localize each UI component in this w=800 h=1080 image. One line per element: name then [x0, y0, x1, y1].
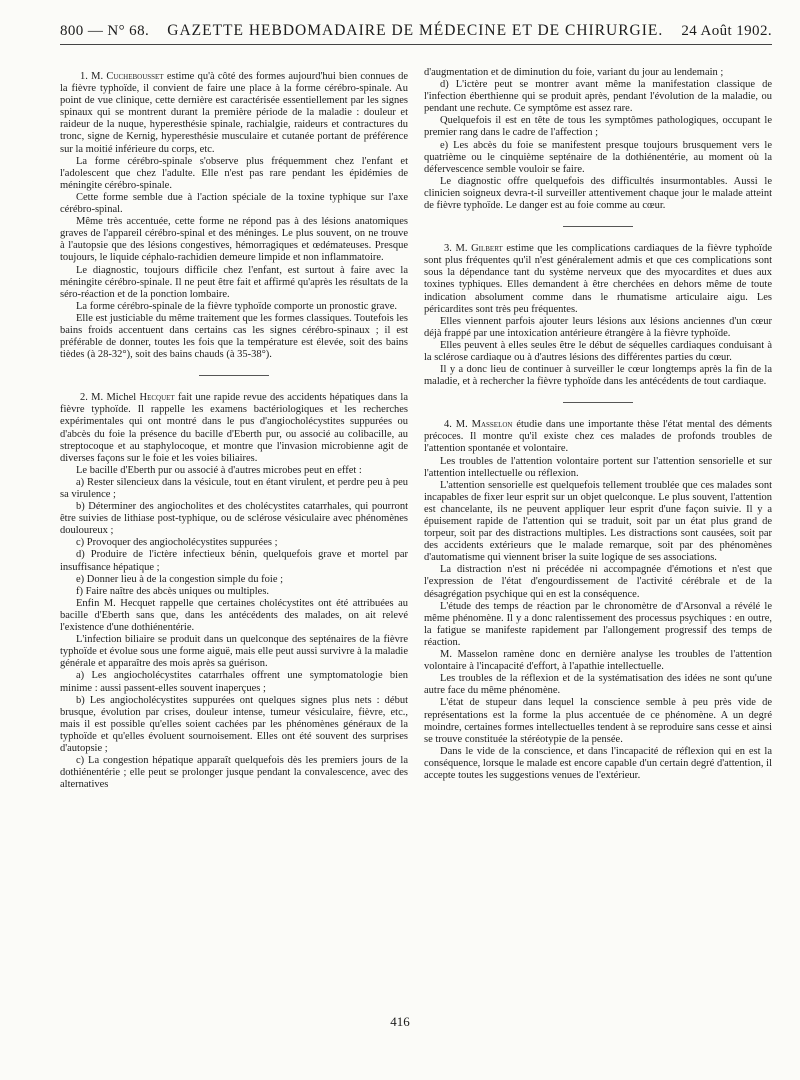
paragraph: L'étude des temps de réaction par le chronomètre de d'Arsonval a révélé le même phénomène. Il y a donc ralentissement des processus psychiques : en outre, la fatigue se manifeste rapidement par l'allongement progressif des temps de réaction.: [424, 600, 772, 648]
paragraph: Cette forme semble due à l'action spéciale de la toxine typhique sur l'axe cérébro-spinal.: [60, 191, 408, 216]
paragraph: Elle est justiciable du même traitement que les formes classiques. Toutefois les bains froids accentuent dans certains cas les signes cérébro-spinaux ; il est préférable de donner, toutes les fois que la température est élevée, soit des bains tièdes (à 28-32°), soit des bains chauds (à 35-38°).: [60, 312, 408, 361]
paragraph: Le diagnostic offre quelquefois des difficultés insurmontables. Aussi le clinicien soigneux devra-t-il surveiller attentivement chaque jour le malade atteint de fièvre typhoïde. Le danger est au foie comme au cœur.: [424, 175, 772, 212]
issue-date: 24 Août 1902.: [681, 23, 772, 39]
list-item: a) Rester silencieux dans la vésicule, tout en étant virulent, et perdre peu à peu sa virulence ;: [60, 476, 408, 500]
article-3-intro: 3. M. Gilbert estime que les complications cardiaques de la fièvre typhoïde sont plus fréquentes qu'il n'est généralement admis et que ces complications sont sous la dépendance tant du système nerveux que des myocardites et dues aux toxines typhiques. Elles demandent à être cherchées en dehors même de toute indication absolument comme dans le rhumatisme articulaire aigu. Les péricardites sont très peu fréquentes.: [424, 243, 773, 315]
paragraph: Elles viennent parfois ajouter leurs lésions aux lésions anciennes d'un cœur déjà frappé par une intoxication antérieure étrangère à la fièvre typhoïde.: [424, 315, 772, 339]
paragraph: Les troubles de l'attention volontaire portent sur l'attention sensorielle et sur l'attention intellectuelle ou réflexion.: [424, 455, 772, 479]
paragraph: La distraction n'est ni précédée ni accompagnée d'émotions et n'est que l'expression de l'état d'engourdissement de l'activité cérébrale et de la désagrégation psychique qui en est la conséquence.: [424, 564, 772, 600]
paragraph: Les troubles de la réflexion et de la systématisation des idées ne sont qu'une autre face du même phénomène.: [424, 673, 772, 697]
right-column: [424, 67, 772, 791]
paragraph: Même très accentuée, cette forme ne répond pas à des lésions anatomiques graves de l'appareil cérébro-spinal et des méninges. Le plus souvent, on ne trouve à l'autopsie que des lésions congestives, hémorragiques et œdémateuses. Presque toujours, le liquide céphalo-rachidien demeure limpide et non inflammatoire.: [60, 216, 408, 264]
list-item: e) Les abcès du foie se manifestent presque toujours brusquement vers le quatrième ou le cinquième septénaire de la dothiénentérie, au moment où la défervescence semble vouloir se faire.: [424, 139, 772, 175]
paragraph: L'état de stupeur dans lequel la conscience semble à peu près vide de représentations est la forme la plus accentuée de ce phénomène. A un degré moindre, certaines formes intellectuelles tendent à se reproduire sans cesse et ainsi se trouve constituée la stéréotypie de la pensée.: [424, 697, 772, 745]
paragraph: Dans le vide de la conscience, et dans l'incapacité de réflexion qui en est la conséquence, lorsque le malade est encore capable d'un certain degré d'attention, il accepte toutes les suggestions venues de l'extérieur.: [424, 745, 772, 781]
page-folio: 416: [390, 1014, 410, 1029]
list-item: b) Déterminer des angiocholites et des cholécystites catarrhales, qui pourront être suivies de lithiase post-typhique, ou de sclérose vésiculaire avec phénomènes douloureux ;: [60, 501, 408, 537]
list-item: d) Produire de l'ictère infectieux bénin, quelquefois grave et mortel par insuffisance hépatique ;: [60, 549, 408, 573]
paragraph: Quelquefois il est en tête de tous les symptômes pathologiques, occupant le premier rang dans le cadre de l'affection ;: [424, 115, 772, 139]
paragraph: Enfin M. Hecquet rappelle que certaines cholécystites ont été attribuées au bacille d'Eberth sans que, dans les antécédents des malades, on ait relevé l'existence d'une dothiénentérie.: [60, 597, 408, 634]
list-item: e) Donner lieu à de la congestion simple du foie ;: [76, 573, 284, 585]
paragraph: L'attention sensorielle est quelquefois tellement troublée que ces malades sont incapables de fixer leur esprit sur un objet quelconque. Le plus souvent, l'attention est chancelante, ils ne peuvent appliquer leur esprit d'une façon suivie. Il y a épuisement rapide de l'attention qui se traduit, soit par un état plus grand de torpeur, soit par des distractions multiples. Les distractions sont causées, soit par des accidents extérieurs que le malade remarque, soit par des phénomènes d'automatisme qui viennent briser la suite logique de ses associations.: [424, 479, 772, 564]
list-item: d) L'ictère peut se montrer avant même la manifestation classique de l'infection éberthienne qui se produit après, pendant l'évolution de la maladie, ou pendant une rechute. Ce symptôme est assez rare.: [424, 79, 772, 115]
page-number-issue: 800 — N° 68.: [60, 23, 150, 39]
left-column: [60, 67, 408, 791]
article-1-intro: 1. M. Cuchebousset estime qu'à côté des formes aujourd'hui bien connues de la fièvre typhoïde, il convient de faire une place à la forme cérébro-spinale. Au point de vue clinique, cette dernière est caractérisée essentiellement par les signes spinaux qui se montrent durant la première période de la maladie : douleur et raideur de la nuque, hyperesthésie spinale, rachialgie, raideurs et contractures du tronc, signe de Kernig, hyperesthésie musculaire et cutanée portant de préférence sur la moitié inférieure du corps, etc.: [60, 71, 408, 155]
paragraph: Le diagnostic, toujours difficile chez l'enfant, est surtout à faire avec la méningite cérébro-spinale. Il ne peut être fait et affirmé qu'après les résultats de la séro-réaction et de la ponction lombaire.: [60, 264, 408, 300]
section-separator: [563, 226, 633, 227]
paragraph: L'infection biliaire se produit dans un quelconque des septénaires de la fièvre typhoïde et évolue sous une forme aiguë, mais elle peut aussi survivre à la maladie générale et apparaître des mois après sa guérison.: [60, 634, 408, 670]
journal-title: GAZETTE HEBDOMADAIRE DE MÉDECINE ET DE CHIRURGIE.: [167, 22, 664, 39]
list-item: f) Faire naître des abcès uniques ou multiples.: [76, 585, 270, 597]
author-name: Cuchebousset: [106, 71, 164, 82]
paragraph: Elles peuvent à elles seules être le début de séquelles cardiaques conduisant à la sclérose cardiaque ou à d'autres lésions des différentes parties du cœur.: [424, 339, 772, 363]
author-name: Hecquet: [139, 392, 175, 404]
paragraph: La forme cérébro-spinale s'observe plus fréquemment chez l'enfant et l'adolescent que chez l'adulte. Elle n'est pas rare pendant les épidémies de méningite cérébro-spinale.: [60, 155, 408, 191]
two-column-body: [60, 67, 772, 791]
paragraph: Il y a donc lieu de continuer à surveiller le cœur longtemps après la fin de la maladie, et à rechercher la fièvre typhoïde dans les antécédents de tout cardiaque.: [424, 364, 772, 388]
list-item: c) La congestion hépatique apparaît quelquefois dès les premiers jours de la dothiénentérie ; elle peut se prolonger jusque pendant la convalescence, avec des alternatives: [60, 755, 408, 791]
paragraph: Le bacille d'Eberth pur ou associé à d'autres microbes peut en effet :: [76, 464, 362, 476]
section-separator: [199, 375, 269, 376]
running-header: [60, 22, 772, 45]
list-item: c) Provoquer des angiocholécystites suppurées ;: [76, 537, 278, 549]
author-name: Masselon: [471, 419, 513, 431]
list-item: a) Les angiocholécystites catarrhales offrent une symptomatologie bien minime : aussi passent-elles souvent inaperçues ;: [60, 670, 408, 694]
paragraph-continued: d'augmentation et de diminution du foie, variant du jour au lendemain ;: [424, 67, 724, 78]
section-separator: [563, 402, 633, 403]
paragraph: M. Masselon ramène donc en dernière analyse les troubles de l'attention volontaire à l'incapacité d'effort, à l'apathie intellectuelle.: [424, 649, 772, 673]
list-item: b) Les angiocholécystites suppurées ont quelques signes plus nets : début brusque, évolution par crises, douleur intense, tumeur vésiculaire, fièvre, etc., mais il est possible qu'elles soient cachées par les phénomènes généraux de la typhoïde et qu'elles évoluent sournoisement. Elles ont été souvent des surprises d'autopsie ;: [60, 694, 408, 754]
article-4-intro: 4. M. Masselon étudie dans une importante thèse l'état mental des déments précoces. Il montre qu'il existe chez ces malades de profonds troubles de l'attention spontanée et volontaire.: [424, 419, 773, 455]
author-name: Gilbert: [471, 243, 503, 255]
article-2-intro: 2. M. Michel Hecquet fait une rapide revue des accidents hépatiques dans la fièvre typhoïde. Il rappelle les examens bactériologiques et les recherches expérimentales qui ont montré dans le pus d'angiocholécystites suppurées ou d'abcès du foie la présence du bacille d'Eberth pur, ou associé au colibacille, au streptocoque et au staphylocoque, et montre que l'invasion microbienne agit de diverses façons sur le foie et les voies biliaires.: [60, 392, 408, 464]
paragraph: La forme cérébro-spinale de la fièvre typhoïde comporte un pronostic grave.: [76, 300, 397, 312]
